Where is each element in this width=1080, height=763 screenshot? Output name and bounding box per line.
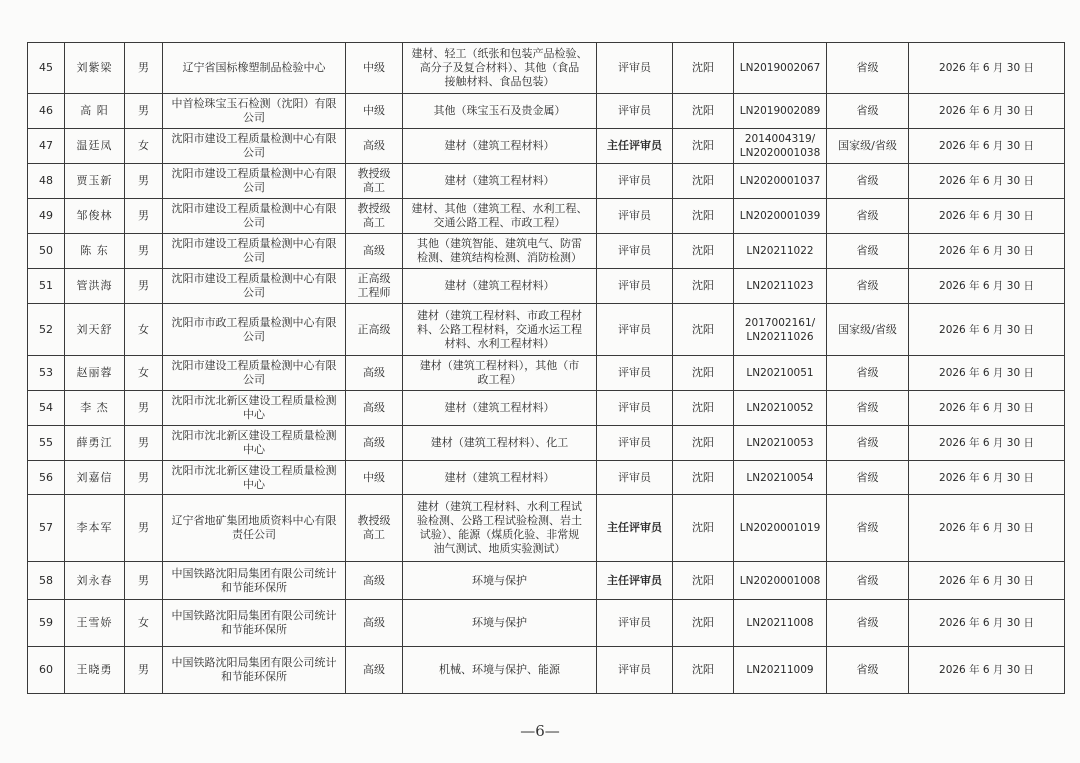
cell-cert-code	[734, 94, 827, 129]
cell-cert-code	[734, 600, 827, 647]
cell-cert-code-line: LN2020001039	[739, 210, 821, 222]
cell-city: 沈阳	[673, 43, 734, 94]
cell-cert-code-line: LN20210051	[746, 367, 814, 379]
cell-number: 57	[28, 495, 65, 562]
cell-organization	[163, 129, 346, 164]
cell-field-line: 其他（建筑智能、建筑电气、防雷	[417, 237, 582, 250]
cell-cert-code	[734, 304, 827, 356]
cell-number: 54	[28, 391, 65, 426]
cell-cert-code-line: LN2020001008	[739, 574, 821, 587]
cell-organization-line: 和节能环保所	[221, 623, 287, 636]
cell-title-line: 正高级	[357, 322, 391, 336]
cell-title-line: 高级	[363, 139, 385, 152]
table-row	[28, 129, 1065, 164]
cell-name: 邹俊林	[65, 199, 125, 234]
cell-name: 薛勇江	[65, 426, 125, 461]
cell-field	[403, 356, 597, 391]
cell-gender: 女	[125, 600, 163, 647]
cell-city: 沈阳	[673, 426, 734, 461]
cell-organization	[163, 43, 346, 94]
table-row	[28, 600, 1065, 647]
table-row	[28, 164, 1065, 199]
cell-level: 省级	[827, 647, 909, 694]
cell-field-line: 建材（建筑工程材料）	[444, 279, 555, 292]
cell-valid-until: 2026 年 6 月 30 日	[909, 304, 1065, 356]
cell-valid-until: 2026 年 6 月 30 日	[909, 269, 1065, 304]
cell-cert-code-line: LN20211026	[746, 330, 814, 343]
cell-number: 51	[28, 269, 65, 304]
cell-cert-code-line: LN2020001019	[739, 522, 821, 534]
cell-cert-code	[734, 269, 827, 304]
cell-cert-code	[734, 129, 827, 164]
cell-city: 沈阳	[673, 562, 734, 600]
cell-role: 主任评审员	[597, 129, 673, 164]
cell-field-line: 建材（建筑工程材料、水利工程试	[417, 500, 582, 513]
cell-name: 李 杰	[65, 391, 125, 426]
cell-organization-line: 沈阳市建设工程质量检测中心有限	[171, 167, 337, 180]
cell-gender: 男	[125, 495, 163, 562]
cell-field-line: 检测、建筑结构检测、消防检测）	[417, 251, 582, 264]
cell-field-line: 建材（建筑工程材料）	[444, 174, 555, 187]
cell-organization-line: 沈阳市沈北新区建设工程质量检测	[171, 394, 337, 407]
cell-organization-line: 中国铁路沈阳局集团有限公司统计	[171, 566, 337, 580]
cell-title	[346, 199, 403, 234]
cell-title-line: 高级	[363, 616, 385, 629]
cell-field-line: 建材、轻工（纸张和包装产品检验、	[411, 47, 588, 60]
cell-role: 评审员	[597, 234, 673, 269]
cell-organization-line: 沈阳市建设工程质量检测中心有限	[171, 202, 337, 215]
cell-organization	[163, 199, 346, 234]
cell-field	[403, 94, 597, 129]
cell-organization-line: 公司	[243, 146, 265, 159]
cell-name: 王晓勇	[65, 647, 125, 694]
cell-title-line: 高级	[363, 244, 385, 257]
cell-organization	[163, 356, 346, 391]
cell-title	[346, 129, 403, 164]
cell-level: 省级	[827, 94, 909, 129]
cell-field-line: 建材（建筑工程材料）	[444, 470, 555, 484]
cell-role: 评审员	[597, 391, 673, 426]
cell-valid-until: 2026 年 6 月 30 日	[909, 600, 1065, 647]
table-body	[28, 43, 1065, 694]
cell-cert-code-line: LN20210052	[746, 402, 814, 414]
cell-title-line: 高级	[363, 366, 385, 379]
cell-title-line: 高工	[363, 216, 385, 229]
cell-gender: 男	[125, 199, 163, 234]
cell-field-line: 交通公路工程、市政工程）	[433, 216, 566, 229]
cell-organization	[163, 562, 346, 600]
cell-valid-until: 2026 年 6 月 30 日	[909, 199, 1065, 234]
cell-cert-code	[734, 234, 827, 269]
cell-role: 评审员	[597, 43, 673, 94]
table-row	[28, 391, 1065, 426]
cell-gender: 男	[125, 461, 163, 495]
cell-city: 沈阳	[673, 600, 734, 647]
cell-number: 53	[28, 356, 65, 391]
cell-city: 沈阳	[673, 391, 734, 426]
cell-valid-until: 2026 年 6 月 30 日	[909, 234, 1065, 269]
cell-field-line: 建材（建筑工程材料）	[444, 401, 555, 414]
cell-title-line: 高工	[363, 181, 385, 194]
cell-cert-code-line: LN20211008	[746, 617, 814, 629]
table-row	[28, 356, 1065, 391]
cell-gender: 男	[125, 426, 163, 461]
cell-cert-code-line: LN2019002067	[739, 62, 821, 74]
cell-name: 李本军	[65, 495, 125, 562]
cell-level: 省级	[827, 426, 909, 461]
cell-title	[346, 43, 403, 94]
cell-city: 沈阳	[673, 199, 734, 234]
cell-level: 省级	[827, 43, 909, 94]
cell-name: 贾玉新	[65, 164, 125, 199]
cell-organization-line: 沈阳市沈北新区建设工程质量检测	[171, 463, 337, 477]
cell-role: 评审员	[597, 461, 673, 495]
cell-level: 省级	[827, 356, 909, 391]
cell-number: 45	[28, 43, 65, 94]
cell-cert-code-line: LN20210054	[746, 471, 814, 484]
cell-title	[346, 356, 403, 391]
cell-title-line: 教授级	[357, 167, 391, 180]
cell-organization-line: 和节能环保所	[221, 670, 287, 683]
cell-level: 省级	[827, 269, 909, 304]
cell-organization-line: 中国铁路沈阳局集团有限公司统计	[171, 656, 337, 669]
cell-title	[346, 304, 403, 356]
cell-gender: 男	[125, 562, 163, 600]
cell-level: 省级	[827, 562, 909, 600]
cell-name: 陈 东	[65, 234, 125, 269]
cell-organization-line: 中国铁路沈阳局集团有限公司统计	[171, 609, 337, 622]
cell-number: 52	[28, 304, 65, 356]
cell-title-line: 中级	[363, 470, 385, 484]
cell-gender: 女	[125, 304, 163, 356]
cell-city: 沈阳	[673, 164, 734, 199]
cell-number: 46	[28, 94, 65, 129]
cell-role: 评审员	[597, 164, 673, 199]
table-row	[28, 269, 1065, 304]
table-row	[28, 234, 1065, 269]
cell-organization-line: 沈阳市市政工程质量检测中心有限	[171, 315, 337, 329]
cell-cert-code	[734, 426, 827, 461]
cell-cert-code-line: LN20210053	[746, 437, 814, 449]
cell-title-line: 中级	[363, 104, 385, 117]
cell-field-line: 其他（珠宝玉石及贵金属）	[433, 104, 566, 117]
table-row	[28, 94, 1065, 129]
cell-organization-line: 责任公司	[232, 528, 276, 541]
cell-organization-line: 中首检珠宝玉石检测（沈阳）有限	[171, 97, 337, 110]
cell-valid-until: 2026 年 6 月 30 日	[909, 461, 1065, 495]
cell-city: 沈阳	[673, 129, 734, 164]
cell-title	[346, 461, 403, 495]
cell-organization-line: 公司	[243, 216, 265, 229]
cell-field-line: 建材（建筑工程材料）、化工	[430, 436, 569, 449]
cell-organization	[163, 647, 346, 694]
cell-cert-code	[734, 562, 827, 600]
cell-title-line: 正高级	[357, 272, 391, 285]
table-row	[28, 495, 1065, 562]
cell-field-line: 材料、水利工程材料）	[444, 336, 555, 350]
cell-title-line: 中级	[363, 61, 385, 74]
cell-valid-until: 2026 年 6 月 30 日	[909, 43, 1065, 94]
cell-cert-code-line: LN20211022	[746, 245, 814, 257]
cell-number: 55	[28, 426, 65, 461]
cell-organization-line: 辽宁省地矿集团地质资料中心有限	[171, 514, 337, 527]
table-row	[28, 304, 1065, 356]
cell-gender: 女	[125, 129, 163, 164]
cell-name: 刘紫梁	[65, 43, 125, 94]
cell-cert-code-line: LN2020001037	[739, 175, 821, 187]
cell-field	[403, 495, 597, 562]
cell-valid-until: 2026 年 6 月 30 日	[909, 647, 1065, 694]
cell-organization	[163, 304, 346, 356]
table-row	[28, 562, 1065, 600]
cell-title-line: 高级	[363, 573, 385, 587]
cell-organization	[163, 234, 346, 269]
cell-field	[403, 304, 597, 356]
cell-name: 刘嘉信	[65, 461, 125, 495]
cell-field-line: 环境与保护	[472, 616, 527, 629]
cell-city: 沈阳	[673, 304, 734, 356]
cell-title	[346, 94, 403, 129]
cell-name: 高 阳	[65, 94, 125, 129]
cell-title	[346, 562, 403, 600]
cell-number: 48	[28, 164, 65, 199]
cell-cert-code	[734, 461, 827, 495]
cell-city: 沈阳	[673, 461, 734, 495]
cell-title	[346, 234, 403, 269]
cell-cert-code-line: LN2019002089	[739, 105, 821, 117]
cell-role: 主任评审员	[597, 562, 673, 600]
table-row	[28, 426, 1065, 461]
cell-number: 50	[28, 234, 65, 269]
cell-number: 58	[28, 562, 65, 600]
cell-cert-code-line: 2017002161/	[744, 316, 816, 329]
cell-organization-line: 沈阳市建设工程质量检测中心有限	[171, 237, 337, 250]
cell-field	[403, 129, 597, 164]
cell-role: 评审员	[597, 269, 673, 304]
cell-gender: 男	[125, 164, 163, 199]
cell-organization-line: 沈阳市建设工程质量检测中心有限	[171, 272, 337, 285]
cell-organization-line: 公司	[243, 329, 265, 343]
cell-organization-line: 中心	[243, 477, 265, 491]
cell-organization-line: 沈阳市建设工程质量检测中心有限	[171, 359, 337, 372]
cell-field-line: 建材、其他（建筑工程、水利工程、	[411, 202, 588, 215]
cell-cert-code	[734, 199, 827, 234]
cell-field-line: 高分子及复合材料）、其他（食品	[419, 61, 580, 74]
cell-title-line: 高级	[363, 663, 385, 676]
cell-field	[403, 199, 597, 234]
cell-field	[403, 269, 597, 304]
cell-role: 评审员	[597, 199, 673, 234]
cell-valid-until: 2026 年 6 月 30 日	[909, 495, 1065, 562]
cell-organization	[163, 461, 346, 495]
cell-organization-line: 公司	[243, 373, 265, 386]
table-row	[28, 461, 1065, 495]
cell-number: 47	[28, 129, 65, 164]
cell-cert-code	[734, 647, 827, 694]
cell-title-line: 高级	[363, 436, 385, 449]
cell-role: 评审员	[597, 647, 673, 694]
cell-cert-code	[734, 164, 827, 199]
cell-title	[346, 164, 403, 199]
cell-number: 49	[28, 199, 65, 234]
cell-level: 省级	[827, 495, 909, 562]
cell-organization	[163, 94, 346, 129]
cell-field	[403, 600, 597, 647]
cell-number: 56	[28, 461, 65, 495]
cell-field-line: 政工程）	[477, 373, 522, 386]
cell-organization-line: 沈阳市建设工程质量检测中心有限	[171, 132, 337, 145]
cell-level: 省级	[827, 391, 909, 426]
cell-field	[403, 647, 597, 694]
cell-field-line: 建材（建筑工程材料），其他（市	[419, 359, 580, 372]
cell-organization-line: 和节能环保所	[221, 580, 287, 594]
cell-title-line: 高工	[363, 528, 385, 541]
cell-field	[403, 164, 597, 199]
cell-title	[346, 495, 403, 562]
cell-title-line: 高级	[363, 401, 385, 414]
cell-number: 59	[28, 600, 65, 647]
cell-organization-line: 沈阳市沈北新区建设工程质量检测	[171, 429, 337, 442]
cell-city: 沈阳	[673, 94, 734, 129]
cell-field-line: 料、公路工程材料，交通水运工程	[417, 322, 582, 336]
cell-gender: 女	[125, 356, 163, 391]
cell-field-line: 试验）、能源（煤质化验、非常规	[419, 528, 580, 541]
cell-cert-code-line: LN20211023	[746, 280, 814, 292]
cell-cert-code	[734, 391, 827, 426]
cell-city: 沈阳	[673, 234, 734, 269]
cell-title	[346, 600, 403, 647]
cell-field-line: 油气测试、地质实验测试）	[433, 542, 566, 555]
cell-title-line: 教授级	[357, 202, 391, 215]
cell-field	[403, 234, 597, 269]
cell-organization-line: 辽宁省国标橡塑制品检验中心	[182, 61, 326, 74]
cell-city: 沈阳	[673, 647, 734, 694]
cell-title	[346, 391, 403, 426]
cell-organization	[163, 164, 346, 199]
cell-role: 评审员	[597, 94, 673, 129]
cell-valid-until: 2026 年 6 月 30 日	[909, 129, 1065, 164]
cell-name: 王雪娇	[65, 600, 125, 647]
cell-name: 温廷凤	[65, 129, 125, 164]
cell-gender: 男	[125, 391, 163, 426]
cell-level: 国家级/省级	[827, 304, 909, 356]
cell-organization	[163, 600, 346, 647]
cell-organization-line: 中心	[243, 443, 265, 456]
cell-organization-line: 公司	[243, 181, 265, 194]
cell-valid-until: 2026 年 6 月 30 日	[909, 94, 1065, 129]
cell-field-line: 环境与保护	[472, 573, 527, 587]
cell-name: 管洪海	[65, 269, 125, 304]
cell-title-line: 工程师	[357, 286, 391, 299]
cell-field-line: 建材（建筑工程材料）	[444, 139, 555, 152]
cell-field-line: 接触材料、食品包装）	[444, 75, 555, 88]
cell-field-line: 建材（建筑工程材料、市政工程材	[417, 308, 582, 322]
cell-level: 省级	[827, 234, 909, 269]
cell-gender: 男	[125, 269, 163, 304]
cell-organization-line: 公司	[243, 286, 265, 299]
cell-level: 省级	[827, 461, 909, 495]
cell-level: 省级	[827, 600, 909, 647]
cell-organization	[163, 391, 346, 426]
cell-city: 沈阳	[673, 269, 734, 304]
cell-field-line: 验检测、公路工程试验检测、岩土	[417, 514, 582, 527]
cell-gender: 男	[125, 43, 163, 94]
cell-valid-until: 2026 年 6 月 30 日	[909, 426, 1065, 461]
cell-title	[346, 647, 403, 694]
cell-level: 省级	[827, 199, 909, 234]
cell-valid-until: 2026 年 6 月 30 日	[909, 391, 1065, 426]
cell-cert-code-line: LN2020001038	[739, 147, 821, 159]
cell-name: 刘天舒	[65, 304, 125, 356]
cell-name: 赵丽蓉	[65, 356, 125, 391]
table-row	[28, 199, 1065, 234]
cell-field	[403, 43, 597, 94]
cell-level: 国家级/省级	[827, 129, 909, 164]
cell-organization	[163, 269, 346, 304]
cell-valid-until: 2026 年 6 月 30 日	[909, 562, 1065, 600]
cell-city: 沈阳	[673, 356, 734, 391]
cell-cert-code	[734, 495, 827, 562]
cell-number: 60	[28, 647, 65, 694]
cell-field	[403, 391, 597, 426]
cell-role: 评审员	[597, 356, 673, 391]
cell-cert-code	[734, 43, 827, 94]
cell-gender: 男	[125, 234, 163, 269]
table-row	[28, 647, 1065, 694]
cell-cert-code	[734, 356, 827, 391]
cell-organization-line: 中心	[243, 408, 265, 421]
table-row	[28, 43, 1065, 94]
cell-city: 沈阳	[673, 495, 734, 562]
cell-role: 评审员	[597, 600, 673, 647]
cell-gender: 男	[125, 647, 163, 694]
cell-role: 主任评审员	[597, 495, 673, 562]
cell-title	[346, 426, 403, 461]
cell-valid-until: 2026 年 6 月 30 日	[909, 356, 1065, 391]
cell-name: 刘永春	[65, 562, 125, 600]
cell-organization	[163, 426, 346, 461]
cell-organization-line: 公司	[243, 251, 265, 264]
cell-cert-code-line: LN20211009	[746, 664, 814, 676]
cell-field	[403, 562, 597, 600]
cell-field	[403, 461, 597, 495]
cell-field-line: 机械、环境与保护、能源	[439, 663, 560, 676]
cell-title	[346, 269, 403, 304]
cell-valid-until: 2026 年 6 月 30 日	[909, 164, 1065, 199]
cell-field	[403, 426, 597, 461]
cell-gender: 男	[125, 94, 163, 129]
page-number: —6—	[520, 722, 560, 740]
cell-role: 评审员	[597, 426, 673, 461]
cell-title-line: 教授级	[357, 514, 391, 527]
cell-level: 省级	[827, 164, 909, 199]
cell-organization-line: 公司	[243, 111, 265, 124]
reviewer-table	[27, 42, 1065, 694]
cell-organization	[163, 495, 346, 562]
cell-cert-code-line: 2014004319/	[744, 133, 816, 145]
cell-role: 评审员	[597, 304, 673, 356]
